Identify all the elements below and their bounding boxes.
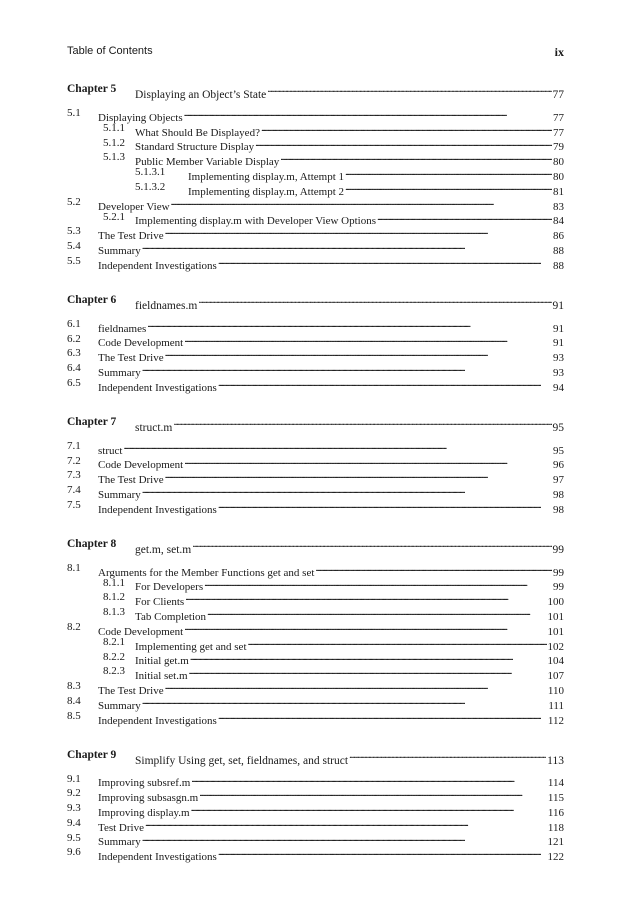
dot-leader [142, 694, 548, 709]
dot-leader [185, 590, 546, 605]
entry-title: The Test Drive [98, 684, 164, 697]
entry-page: 102 [547, 640, 564, 653]
entry-page: 112 [547, 714, 564, 727]
entry-title: fieldnames [98, 322, 147, 335]
chapter-title: fieldnames.m [135, 299, 198, 312]
entry-page: 80 [553, 170, 564, 183]
entry-number: 9.1 [67, 772, 81, 785]
toc-entry[interactable] [67, 346, 564, 365]
dot-leader [207, 605, 546, 620]
dot-leader [261, 121, 552, 136]
entry-page: 104 [547, 655, 564, 668]
toc-entry[interactable] [67, 483, 564, 501]
toc-entry[interactable] [67, 816, 564, 834]
dot-leader [165, 679, 547, 694]
entry-number: 5.1.3.1 [135, 166, 166, 179]
entry-page: 114 [547, 777, 564, 790]
chapter-label: Chapter 7 [67, 415, 117, 428]
entry-number: 5.2 [67, 195, 81, 208]
dot-leader [315, 561, 552, 576]
toc-entry[interactable] [67, 195, 564, 213]
entry-title: The Test Drive [98, 474, 164, 487]
entry-number: 9.3 [67, 802, 81, 815]
dot-leader [267, 80, 551, 98]
toc-entry[interactable] [67, 332, 564, 350]
chapter-label: Chapter 8 [67, 537, 117, 550]
dot-leader [142, 361, 552, 376]
entry-page: 93 [553, 366, 564, 379]
entry-number: 6.3 [67, 347, 81, 360]
entry-title: Test Drive [98, 821, 144, 834]
chapter-label: Chapter 9 [67, 748, 117, 761]
dot-leader [248, 635, 547, 650]
entry-title: Initial set.m [135, 670, 188, 683]
entry-page: 107 [547, 670, 564, 683]
entry-title: Developer View [98, 200, 170, 213]
dot-leader [189, 664, 547, 679]
entry-page: 121 [547, 836, 564, 849]
entry-number: 6.5 [67, 376, 81, 389]
chapter-section [67, 746, 564, 864]
toc-entry[interactable] [67, 576, 564, 594]
chapter-page: 113 [547, 754, 564, 767]
chapter-title: struct.m [135, 421, 173, 434]
entry-page: 91 [553, 322, 564, 335]
chapter-page: 77 [552, 89, 564, 101]
dot-leader [345, 165, 552, 180]
table-of-contents [67, 80, 564, 882]
entry-title: The Test Drive [98, 352, 164, 365]
entry-number: 8.1 [67, 561, 81, 574]
entry-title: Independent Investigations [98, 503, 217, 516]
entry-page: 99 [553, 566, 564, 579]
entry-page: 93 [553, 352, 564, 365]
chapter-label: Chapter 6 [67, 293, 117, 306]
chapter-title: Simplify Using get, set, fieldnames, and struct [135, 754, 349, 767]
toc-entry[interactable] [67, 210, 564, 228]
entry-number: 7.2 [67, 454, 81, 467]
toc-entry[interactable] [67, 454, 564, 472]
toc-entry[interactable] [67, 709, 564, 727]
dot-leader [218, 376, 552, 391]
entry-page: 77 [553, 126, 564, 139]
toc-entry[interactable] [67, 180, 564, 198]
chapter-section [67, 535, 564, 727]
entry-number: 9.2 [67, 787, 81, 800]
chapter-heading[interactable] [67, 535, 564, 556]
entry-title: struct [98, 444, 123, 457]
toc-entry[interactable] [67, 498, 564, 516]
entry-page: 101 [547, 625, 564, 638]
running-head: Table of Contents [67, 45, 153, 57]
entry-title: Improving subsasgn.m [98, 792, 199, 805]
toc-entry[interactable] [67, 664, 564, 683]
entry-title: For Developers [135, 581, 204, 594]
entry-number: 6.4 [67, 362, 81, 375]
entry-page: 91 [553, 337, 564, 350]
dot-leader [184, 332, 552, 347]
entry-page: 83 [553, 200, 564, 213]
toc-entry[interactable] [67, 317, 564, 335]
toc-entry[interactable] [67, 679, 564, 697]
entry-title: Code Development [98, 625, 184, 638]
entry-title: Implementing display.m, Attempt 2 [188, 185, 345, 198]
entry-page: 101 [547, 610, 564, 623]
entry-number: 8.2.2 [103, 650, 125, 663]
entry-page: 122 [547, 851, 564, 864]
entry-number: 9.4 [67, 816, 81, 829]
toc-entry[interactable] [67, 831, 564, 849]
dot-leader [218, 709, 547, 724]
toc-entry[interactable] [67, 150, 564, 169]
dot-leader [142, 831, 547, 846]
dot-leader [184, 106, 552, 121]
entry-title: Code Development [98, 459, 184, 472]
dot-leader [184, 620, 546, 635]
entry-title: Independent Investigations [98, 714, 217, 727]
dot-leader [218, 498, 552, 513]
entry-number: 6.1 [67, 317, 81, 330]
entry-page: 81 [553, 185, 564, 198]
dot-leader [147, 317, 552, 332]
toc-entry[interactable] [67, 635, 564, 653]
entry-number: 5.1.2 [103, 136, 125, 149]
toc-entry[interactable] [67, 620, 564, 638]
entry-title: Summary [98, 699, 141, 712]
entry-page: 115 [547, 792, 564, 805]
entry-page: 95 [553, 444, 564, 457]
entry-page: 96 [553, 459, 564, 472]
chapter-label: Chapter 5 [67, 83, 117, 95]
entry-page: 118 [547, 821, 564, 834]
toc-entry[interactable] [67, 468, 564, 487]
toc-entry[interactable] [67, 121, 564, 139]
entry-title: Implementing display.m, Attempt 1 [188, 170, 345, 183]
entry-title: Summary [98, 244, 141, 257]
toc-entry[interactable] [67, 772, 564, 790]
dot-leader [173, 413, 551, 431]
dot-leader [142, 239, 552, 254]
dot-leader [191, 801, 547, 816]
dot-leader [255, 136, 552, 151]
dot-leader [191, 772, 547, 787]
entry-title: Independent Investigations [98, 381, 217, 394]
chapter-heading[interactable] [67, 291, 564, 312]
entry-title: Arguments for the Member Functions get and set [98, 566, 315, 579]
entry-title: Improving display.m [98, 806, 190, 819]
entry-page: 86 [553, 230, 564, 243]
entry-title: Standard Structure Display [135, 141, 255, 154]
entry-page: 116 [547, 806, 564, 819]
dot-leader [190, 650, 547, 665]
entry-number: 5.1.3 [103, 151, 125, 164]
chapter-title: get.m, set.m [135, 543, 192, 556]
toc-entry[interactable] [67, 224, 564, 243]
entry-number: 5.1.1 [103, 121, 125, 134]
entry-page: 80 [553, 156, 564, 169]
toc-entry[interactable] [67, 561, 564, 579]
entry-page: 77 [553, 111, 564, 124]
toc-entry[interactable] [67, 801, 564, 819]
toc-entry[interactable] [67, 165, 564, 183]
entry-title: For Clients [135, 596, 185, 609]
entry-page: 98 [553, 488, 564, 501]
entry-number: 8.1.3 [103, 606, 125, 619]
toc-entry[interactable] [67, 694, 564, 712]
toc-entry[interactable] [67, 845, 564, 864]
entry-title: Public Member Variable Display [135, 156, 280, 169]
entry-number: 7.3 [67, 469, 81, 482]
entry-number: 7.4 [67, 484, 81, 497]
chapter-section [67, 291, 564, 394]
entry-title: Tab Completion [135, 610, 207, 623]
entry-page: 99 [553, 581, 564, 594]
toc-entry[interactable] [67, 590, 564, 609]
entry-number: 5.5 [67, 254, 81, 267]
entry-title: What Should Be Displayed? [135, 126, 260, 139]
dot-leader [123, 439, 552, 454]
entry-page: 110 [547, 684, 564, 697]
page-number: ix [554, 45, 564, 59]
entry-number: 6.2 [67, 332, 81, 345]
toc-entry[interactable] [67, 239, 564, 257]
chapter-page: 99 [552, 543, 564, 556]
entry-number: 8.4 [67, 694, 81, 707]
chapter-page: 95 [552, 421, 564, 434]
entry-title: Summary [98, 488, 141, 501]
entry-number: 7.1 [67, 439, 81, 452]
dot-leader [204, 576, 552, 591]
dot-leader [145, 816, 547, 831]
dot-leader [165, 346, 552, 361]
dot-leader [198, 291, 551, 309]
toc-entry[interactable] [67, 376, 564, 394]
entry-page: 84 [553, 215, 564, 228]
entry-title: Displaying Objects [98, 111, 183, 124]
entry-page: 94 [553, 381, 564, 394]
dot-leader [165, 224, 552, 239]
dot-leader [218, 254, 552, 269]
dot-leader [199, 786, 547, 801]
entry-page: 111 [548, 699, 564, 712]
dot-leader [192, 535, 551, 553]
chapter-heading[interactable] [67, 413, 564, 434]
toc-entry[interactable] [67, 254, 564, 272]
dot-leader [280, 150, 552, 165]
entry-title: Implementing display.m with Developer View Options [135, 215, 376, 228]
chapter-title: Displaying an Object’s State [135, 89, 267, 101]
toc-entry[interactable] [67, 786, 564, 805]
entry-title: Summary [98, 366, 141, 379]
entry-page: 88 [553, 244, 564, 257]
dot-leader [165, 468, 552, 483]
entry-number: 8.5 [67, 709, 81, 722]
entry-number: 8.3 [67, 680, 81, 693]
entry-number: 5.3 [67, 225, 81, 238]
dot-leader [142, 483, 552, 498]
entry-page: 100 [547, 596, 564, 609]
entry-title: Improving subsref.m [98, 777, 191, 790]
toc-entry[interactable] [67, 361, 564, 379]
dot-leader [184, 454, 552, 469]
entry-number: 8.2 [67, 620, 81, 633]
toc-entry[interactable] [67, 106, 564, 124]
toc-entry[interactable] [67, 650, 564, 668]
entry-number: 9.6 [67, 846, 81, 859]
entry-number: 8.1.1 [103, 576, 125, 589]
entry-number: 8.1.2 [103, 591, 125, 604]
entry-number: 5.2.1 [103, 210, 125, 223]
dot-leader [171, 195, 552, 210]
entry-number: 8.2.1 [103, 635, 125, 648]
entry-number: 5.1.3.2 [135, 180, 166, 193]
toc-entry[interactable] [67, 136, 564, 154]
entry-title: Initial get.m [135, 655, 189, 668]
toc-entry[interactable] [67, 605, 564, 623]
dot-leader [377, 210, 552, 225]
chapter-heading[interactable] [67, 80, 564, 101]
chapter-page: 91 [552, 299, 564, 312]
entry-number: 7.5 [67, 498, 81, 511]
entry-title: Independent Investigations [98, 851, 217, 864]
entry-title: Summary [98, 836, 141, 849]
entry-number: 9.5 [67, 831, 81, 844]
chapter-section [67, 413, 564, 516]
chapter-heading[interactable] [67, 746, 564, 767]
entry-title: The Test Drive [98, 230, 164, 243]
entry-title: Independent Investigations [98, 259, 217, 272]
entry-number: 8.2.3 [103, 665, 125, 678]
entry-title: Implementing get and set [135, 640, 247, 653]
page-header [67, 45, 564, 61]
dot-leader [349, 746, 546, 764]
entry-page: 88 [553, 259, 564, 272]
dot-leader [218, 845, 547, 860]
dot-leader [345, 180, 552, 195]
entry-page: 98 [553, 503, 564, 516]
entry-number: 5.4 [67, 240, 81, 253]
entry-page: 97 [553, 474, 564, 487]
entry-page: 79 [553, 141, 564, 154]
chapter-section [67, 80, 564, 272]
entry-number: 5.1 [67, 107, 81, 119]
entry-title: Code Development [98, 337, 184, 350]
toc-entry[interactable] [67, 439, 564, 457]
